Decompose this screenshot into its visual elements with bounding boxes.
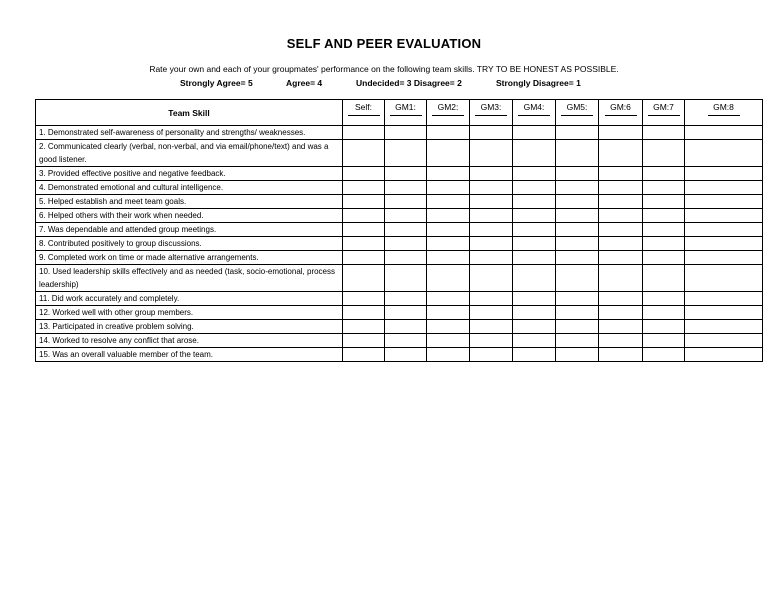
- score-cell[interactable]: [685, 237, 763, 251]
- score-cell[interactable]: [643, 348, 685, 362]
- score-cell[interactable]: [343, 251, 385, 265]
- column-header: GM3:: [470, 100, 513, 126]
- column-header: GM4:: [513, 100, 556, 126]
- scale-strongly-agree: Strongly Agree= 5: [180, 78, 253, 88]
- score-cell[interactable]: [343, 265, 385, 292]
- score-cell[interactable]: [470, 223, 513, 237]
- score-cell[interactable]: [427, 140, 470, 167]
- score-cell[interactable]: [513, 181, 556, 195]
- score-cell[interactable]: [685, 181, 763, 195]
- score-cell[interactable]: [385, 251, 427, 265]
- table-row: [36, 126, 763, 140]
- score-cell[interactable]: [343, 320, 385, 334]
- skill-label: 3. Provided effective positive and negative feedback.: [36, 167, 343, 181]
- score-cell[interactable]: [470, 306, 513, 320]
- score-cell[interactable]: [427, 167, 470, 181]
- score-cell[interactable]: [556, 265, 599, 292]
- score-cell[interactable]: [470, 126, 513, 140]
- score-cell[interactable]: [343, 140, 385, 167]
- score-cell[interactable]: [343, 237, 385, 251]
- score-cell[interactable]: [599, 348, 643, 362]
- table-row: [36, 306, 763, 320]
- score-cell[interactable]: [643, 292, 685, 306]
- score-cell[interactable]: [427, 306, 470, 320]
- score-cell[interactable]: [385, 223, 427, 237]
- table-row: [36, 209, 763, 223]
- score-cell[interactable]: [685, 195, 763, 209]
- score-cell[interactable]: [513, 237, 556, 251]
- score-cell[interactable]: [513, 306, 556, 320]
- score-cell[interactable]: [685, 334, 763, 348]
- score-cell[interactable]: [513, 265, 556, 292]
- table-row: [36, 265, 763, 292]
- score-cell[interactable]: [470, 265, 513, 292]
- score-cell[interactable]: [643, 140, 685, 167]
- score-cell[interactable]: [599, 237, 643, 251]
- score-cell[interactable]: [685, 140, 763, 167]
- score-cell[interactable]: [685, 306, 763, 320]
- score-cell[interactable]: [385, 292, 427, 306]
- score-cell[interactable]: [513, 140, 556, 167]
- score-cell[interactable]: [599, 209, 643, 223]
- skill-label: 12. Worked well with other group members.: [36, 306, 343, 320]
- column-header: GM2:: [427, 100, 470, 126]
- score-cell[interactable]: [343, 334, 385, 348]
- score-cell[interactable]: [343, 167, 385, 181]
- table-row: [36, 348, 763, 362]
- score-cell[interactable]: [513, 126, 556, 140]
- score-cell[interactable]: [427, 209, 470, 223]
- score-cell[interactable]: [385, 348, 427, 362]
- score-cell[interactable]: [470, 334, 513, 348]
- score-cell[interactable]: [513, 292, 556, 306]
- score-cell[interactable]: [343, 348, 385, 362]
- scale-undecided-disagree: Undecided= 3 Disagree= 2: [356, 78, 462, 88]
- score-cell[interactable]: [385, 306, 427, 320]
- score-cell[interactable]: [470, 251, 513, 265]
- score-cell[interactable]: [427, 320, 470, 334]
- score-cell[interactable]: [470, 320, 513, 334]
- score-cell[interactable]: [470, 195, 513, 209]
- table-header-row: [36, 100, 763, 126]
- score-cell[interactable]: [599, 195, 643, 209]
- score-cell[interactable]: [343, 223, 385, 237]
- score-cell[interactable]: [427, 237, 470, 251]
- score-cell[interactable]: [343, 195, 385, 209]
- score-cell[interactable]: [685, 320, 763, 334]
- score-cell[interactable]: [427, 265, 470, 292]
- skill-label: 15. Was an overall valuable member of the team.: [36, 348, 343, 362]
- score-cell[interactable]: [343, 209, 385, 223]
- skill-label: 10. Used leadership skills effectively and as needed (task, socio-emotional, process leadership): [36, 265, 343, 292]
- score-cell[interactable]: [685, 223, 763, 237]
- score-cell[interactable]: [470, 181, 513, 195]
- skill-label: 14. Worked to resolve any conflict that arose.: [36, 334, 343, 348]
- score-cell[interactable]: [599, 334, 643, 348]
- table-row: [36, 140, 763, 167]
- scale-agree: Agree= 4: [286, 78, 323, 88]
- score-cell[interactable]: [470, 209, 513, 223]
- score-cell[interactable]: [599, 181, 643, 195]
- score-cell[interactable]: [470, 292, 513, 306]
- column-header: GM:8: [685, 100, 763, 126]
- table-row: [36, 292, 763, 306]
- score-cell[interactable]: [513, 251, 556, 265]
- table-row: [36, 251, 763, 265]
- score-cell[interactable]: [427, 251, 470, 265]
- score-cell[interactable]: [385, 126, 427, 140]
- page-title: SELF AND PEER EVALUATION: [286, 36, 482, 51]
- score-cell[interactable]: [513, 334, 556, 348]
- score-cell[interactable]: [599, 320, 643, 334]
- score-cell[interactable]: [643, 195, 685, 209]
- score-cell[interactable]: [556, 209, 599, 223]
- score-cell[interactable]: [556, 126, 599, 140]
- score-cell[interactable]: [556, 181, 599, 195]
- score-cell[interactable]: [385, 140, 427, 167]
- score-cell[interactable]: [513, 209, 556, 223]
- score-cell[interactable]: [599, 126, 643, 140]
- score-cell[interactable]: [643, 306, 685, 320]
- column-header: GM:7: [643, 100, 685, 126]
- column-header: Self:: [343, 100, 385, 126]
- score-cell[interactable]: [685, 251, 763, 265]
- score-cell[interactable]: [556, 334, 599, 348]
- score-cell[interactable]: [643, 126, 685, 140]
- score-cell[interactable]: [385, 209, 427, 223]
- score-cell[interactable]: [685, 348, 763, 362]
- score-cell[interactable]: [599, 167, 643, 181]
- score-cell[interactable]: [643, 320, 685, 334]
- score-cell[interactable]: [385, 167, 427, 181]
- score-cell[interactable]: [385, 181, 427, 195]
- score-cell[interactable]: [427, 181, 470, 195]
- score-cell[interactable]: [643, 237, 685, 251]
- skill-label: 13. Participated in creative problem solving.: [36, 320, 343, 334]
- score-cell[interactable]: [643, 181, 685, 195]
- team-skill-header: Team Skill: [36, 100, 343, 126]
- score-cell[interactable]: [470, 167, 513, 181]
- scale-strongly-disagree: Strongly Disagree= 1: [496, 78, 581, 88]
- score-cell[interactable]: [643, 251, 685, 265]
- column-header: GM1:: [385, 100, 427, 126]
- score-cell[interactable]: [685, 265, 763, 292]
- evaluation-table: [35, 99, 763, 362]
- score-cell[interactable]: [556, 195, 599, 209]
- score-cell[interactable]: [427, 348, 470, 362]
- score-cell[interactable]: [643, 167, 685, 181]
- score-cell[interactable]: [513, 167, 556, 181]
- score-cell[interactable]: [599, 140, 643, 167]
- score-cell[interactable]: [343, 306, 385, 320]
- score-cell[interactable]: [470, 237, 513, 251]
- score-cell[interactable]: [599, 292, 643, 306]
- score-cell[interactable]: [643, 265, 685, 292]
- score-cell[interactable]: [385, 195, 427, 209]
- score-cell[interactable]: [427, 334, 470, 348]
- score-cell[interactable]: [685, 167, 763, 181]
- column-header: GM:6: [599, 100, 643, 126]
- score-cell[interactable]: [385, 334, 427, 348]
- score-cell[interactable]: [599, 251, 643, 265]
- score-cell[interactable]: [643, 334, 685, 348]
- skill-label: 11. Did work accurately and completely.: [36, 292, 343, 306]
- score-cell[interactable]: [385, 237, 427, 251]
- score-cell[interactable]: [556, 348, 599, 362]
- table-row: [36, 334, 763, 348]
- score-cell[interactable]: [513, 320, 556, 334]
- score-cell[interactable]: [385, 320, 427, 334]
- score-cell[interactable]: [385, 265, 427, 292]
- score-cell[interactable]: [556, 320, 599, 334]
- score-cell[interactable]: [685, 209, 763, 223]
- score-cell[interactable]: [513, 223, 556, 237]
- score-cell[interactable]: [556, 251, 599, 265]
- table-row: [36, 195, 763, 209]
- score-cell[interactable]: [343, 181, 385, 195]
- score-cell[interactable]: [556, 223, 599, 237]
- skill-label: 2. Communicated clearly (verbal, non-verbal, and via email/phone/text) and was a good listener.: [36, 140, 343, 167]
- score-cell[interactable]: [599, 306, 643, 320]
- score-cell[interactable]: [599, 223, 643, 237]
- table-row: [36, 223, 763, 237]
- instructions-text: Rate your own and each of your groupmates' performance on the following team skills. TRY TO BE HONEST AS POSSIBLE.: [149, 64, 619, 74]
- score-cell[interactable]: [427, 223, 470, 237]
- skill-label: 5. Helped establish and meet team goals.: [36, 195, 343, 209]
- score-cell[interactable]: [556, 140, 599, 167]
- score-cell[interactable]: [427, 126, 470, 140]
- table-row: [36, 237, 763, 251]
- score-cell[interactable]: [643, 209, 685, 223]
- score-cell[interactable]: [513, 348, 556, 362]
- score-cell[interactable]: [643, 223, 685, 237]
- skill-label: 9. Completed work on time or made alternative arrangements.: [36, 251, 343, 265]
- skill-label: 7. Was dependable and attended group meetings.: [36, 223, 343, 237]
- score-cell[interactable]: [427, 292, 470, 306]
- score-cell[interactable]: [556, 306, 599, 320]
- skill-label: 1. Demonstrated self-awareness of personality and strengths/ weaknesses.: [36, 126, 343, 140]
- score-cell[interactable]: [556, 292, 599, 306]
- skill-label: 8. Contributed positively to group discussions.: [36, 237, 343, 251]
- skill-label: 4. Demonstrated emotional and cultural intelligence.: [36, 181, 343, 195]
- skills-table-body: [36, 126, 763, 362]
- skill-label: 6. Helped others with their work when needed.: [36, 209, 343, 223]
- table-row: [36, 181, 763, 195]
- score-cell[interactable]: [470, 140, 513, 167]
- score-cell[interactable]: [556, 167, 599, 181]
- score-cell[interactable]: [343, 292, 385, 306]
- table-row: [36, 320, 763, 334]
- table-row: [36, 167, 763, 181]
- score-cell[interactable]: [685, 126, 763, 140]
- score-cell[interactable]: [427, 195, 470, 209]
- score-cell[interactable]: [599, 265, 643, 292]
- column-header: GM5:: [556, 100, 599, 126]
- score-cell[interactable]: [470, 348, 513, 362]
- score-cell[interactable]: [556, 237, 599, 251]
- score-cell[interactable]: [685, 292, 763, 306]
- score-cell[interactable]: [513, 195, 556, 209]
- score-cell[interactable]: [343, 126, 385, 140]
